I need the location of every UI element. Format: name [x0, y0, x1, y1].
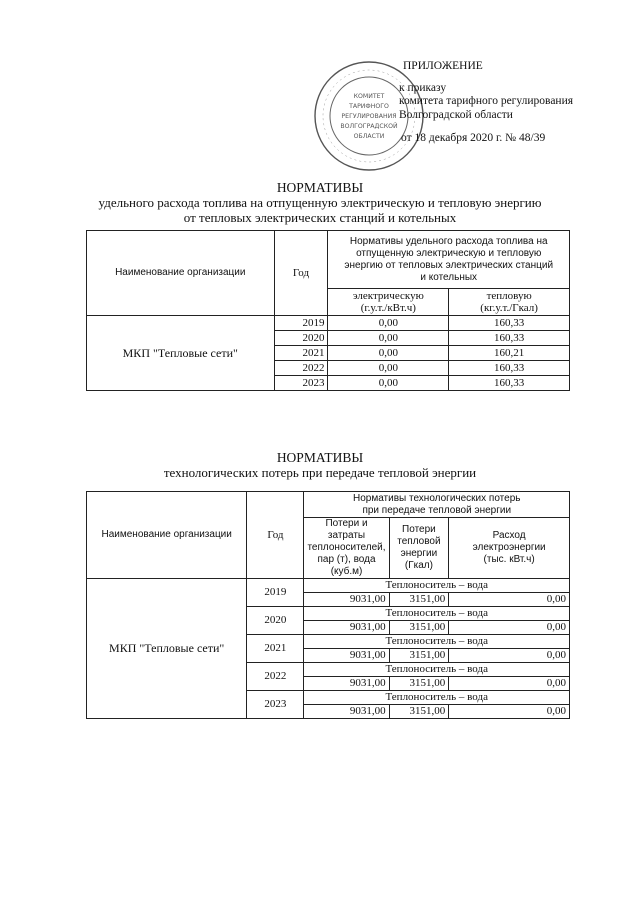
- t2-power-cell: 0,00: [449, 705, 570, 719]
- t2-heat-cell: 3151,00: [389, 593, 449, 607]
- t2-heat-cell: 3151,00: [389, 705, 449, 719]
- t1-year-cell: 2023: [274, 376, 328, 391]
- t2-heat-cell: 3151,00: [389, 649, 449, 663]
- t2-header-heat: [389, 518, 449, 579]
- t2-year-cell: 2021: [247, 635, 304, 663]
- table-row: [87, 316, 570, 331]
- t2-carrier-cell: Теплоноситель – вода: [304, 663, 570, 677]
- t2-carrier-cell: Теплоноситель – вода: [304, 607, 570, 621]
- t2-header-norms-l1: Нормативы технологических потерь: [352, 492, 521, 504]
- t2-header-losses: [304, 518, 389, 579]
- t2-header-organization: Наименование организации: [87, 492, 247, 579]
- t1-header-electric: [328, 289, 449, 316]
- t2-heat-cell: 3151,00: [389, 621, 449, 635]
- t1-year-cell: 2019: [274, 316, 328, 331]
- t2-year-cell: 2020: [247, 607, 304, 635]
- t2-header-losses-l3: пар (т), вода: [317, 554, 376, 565]
- table2-heading: НОРМАТИВЫ: [276, 450, 364, 465]
- t2-carrier-cell: Теплоноситель – вода: [304, 579, 570, 593]
- t2-losses-cell: 9031,00: [304, 677, 389, 691]
- t1-electric-cell: 0,00: [328, 376, 449, 391]
- stamp-line-2: ТАРИФНОГО: [349, 103, 389, 110]
- t2-header-heat-l4: (Гкал): [404, 560, 433, 571]
- t1-year-cell: 2020: [274, 331, 328, 346]
- t1-thermal-cell: 160,33: [449, 331, 570, 346]
- t1-year-cell: 2021: [274, 346, 328, 361]
- t2-header-losses-l1: Потери и затраты: [325, 518, 368, 541]
- heat-losses-table: [86, 491, 570, 719]
- t2-year-cell: 2022: [247, 663, 304, 691]
- stamp-line-3: РЕГУЛИРОВАНИЯ: [341, 113, 397, 120]
- t1-header-norms-l1: Нормативы удельного расхода топлива на: [349, 235, 548, 247]
- t2-header-norms-l2: при передаче тепловой энергии: [362, 504, 512, 516]
- t2-year-cell: 2023: [247, 691, 304, 719]
- t2-power-cell: 0,00: [449, 649, 570, 663]
- t1-header-electric-l1: электрическую: [352, 289, 424, 302]
- t2-heat-cell: 3151,00: [389, 677, 449, 691]
- t1-organization-name: МКП "Тепловые сети": [87, 316, 275, 391]
- t1-header-thermal-l2: (кг.у.т./Гкал): [480, 302, 538, 314]
- t1-header-electric-l2: (г.у.т./кВт.ч): [360, 302, 416, 314]
- t1-header-thermal-l1: тепловую: [486, 289, 532, 302]
- t2-power-cell: 0,00: [449, 677, 570, 691]
- table1-title: [0, 180, 640, 225]
- t2-losses-cell: 9031,00: [304, 593, 389, 607]
- t1-year-cell: 2022: [274, 361, 328, 376]
- t2-header-losses-l4: (куб.м): [330, 566, 363, 577]
- t2-losses-cell: 9031,00: [304, 649, 389, 663]
- t1-electric-cell: 0,00: [328, 316, 449, 331]
- appendix-block: [399, 60, 573, 146]
- t1-header-norms-l3: энергию от тепловых электрических станций: [344, 259, 554, 271]
- t1-header-norms-l4: и котельных: [420, 271, 478, 283]
- appendix-line-region: Волгоградской области: [399, 108, 513, 121]
- t1-electric-cell: 0,00: [328, 331, 449, 346]
- t1-header-organization: Наименование организации: [87, 231, 275, 316]
- t2-header-norms: [304, 492, 570, 518]
- t2-losses-cell: 9031,00: [304, 621, 389, 635]
- t2-header-power-l1: Расход: [492, 530, 526, 541]
- t2-header-power-l3: (тыс. кВт.ч): [483, 554, 535, 565]
- appendix-line-committee: комитета тарифного регулирования: [399, 95, 574, 107]
- t2-header-power-l2: электроэнергии: [472, 542, 546, 553]
- t2-organization-name: МКП "Тепловые сети": [87, 579, 247, 719]
- t2-header-year: Год: [247, 492, 304, 579]
- t2-power-cell: 0,00: [449, 593, 570, 607]
- appendix-title: ПРИЛОЖЕНИЕ: [403, 60, 483, 72]
- fuel-consumption-table: [86, 230, 570, 391]
- t1-electric-cell: 0,00: [328, 346, 449, 361]
- stamp-line-5: ОБЛАСТИ: [353, 133, 385, 140]
- table1-subtitle-2: от тепловых электрических станций и котельных: [183, 210, 457, 225]
- t2-header-losses-l2: теплоносителей,: [307, 542, 386, 553]
- t2-header-heat-l3: энергии: [400, 548, 438, 559]
- t2-header-heat-l1: Потери: [402, 524, 436, 535]
- t1-thermal-cell: 160,33: [449, 376, 570, 391]
- stamp-line-1: КОМИТЕТ: [353, 93, 385, 100]
- t2-power-cell: 0,00: [449, 621, 570, 635]
- table2-title: [0, 450, 640, 480]
- t2-header-heat-l2: тепловой: [397, 536, 441, 547]
- t2-header-power: [449, 518, 570, 579]
- t2-carrier-cell: Теплоноситель – вода: [304, 635, 570, 649]
- t2-year-cell: 2019: [247, 579, 304, 607]
- stamp-line-4: ВОЛГОГРАДСКОЙ: [340, 123, 398, 130]
- t2-losses-cell: 9031,00: [304, 705, 389, 719]
- t1-header-year: Год: [274, 231, 328, 316]
- t1-header-norms: [328, 231, 570, 289]
- t1-header-thermal: [449, 289, 570, 316]
- appendix-line-date: от 18 декабря 2020 г. № 48/39: [401, 132, 546, 144]
- appendix-line-order: к приказу: [399, 81, 447, 94]
- t1-thermal-cell: 160,21: [449, 346, 570, 361]
- table-row: [87, 579, 570, 593]
- t1-thermal-cell: 160,33: [449, 316, 570, 331]
- t1-electric-cell: 0,00: [328, 361, 449, 376]
- table1-heading: НОРМАТИВЫ: [276, 180, 364, 195]
- table2-subtitle: технологических потерь при передаче тепловой энергии: [163, 465, 477, 480]
- table1-subtitle-1: удельного расхода топлива на отпущенную электрическую и тепловую энергию: [98, 195, 542, 210]
- t2-carrier-cell: Теплоноситель – вода: [304, 691, 570, 705]
- t1-header-norms-l2: отпущенную электрическую и тепловую: [356, 247, 542, 259]
- t1-thermal-cell: 160,33: [449, 361, 570, 376]
